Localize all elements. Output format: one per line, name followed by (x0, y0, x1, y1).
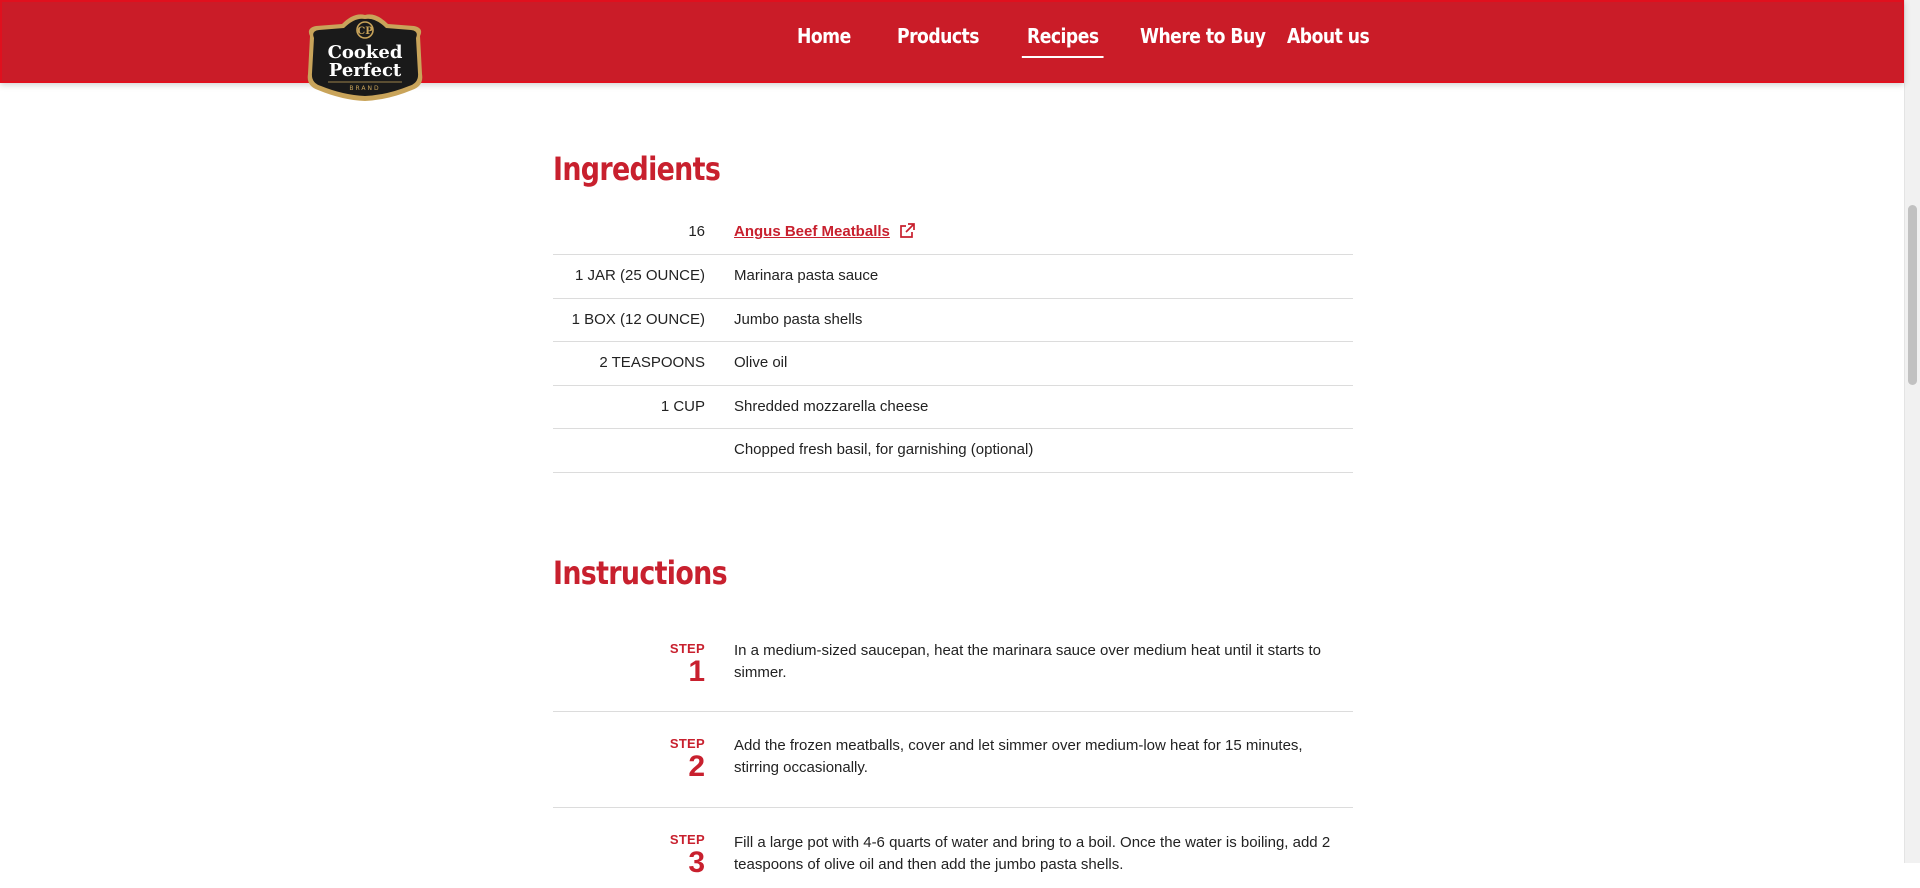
step-text: Add the frozen meatballs, cover and let simmer over medium-low heat for 15 minutes, stirring occasionally. (734, 737, 1303, 776)
ingredient-row (553, 342, 1353, 386)
ingredient-qty: 1 JAR (25 OUNCE) (574, 267, 705, 284)
brand-logo[interactable] (302, 14, 428, 102)
ingredient-row (553, 429, 1353, 473)
logo-text-line3: BRAND (349, 85, 381, 92)
logo-text-line1: Cooked (327, 42, 403, 63)
instructions-title: Instructions (553, 554, 727, 592)
ingredient-row (553, 216, 1353, 255)
logo-badge (302, 14, 428, 102)
ingredient-qty: 1 BOX (12 OUNCE) (571, 311, 705, 328)
step-text: Fill a large pot with 4-6 quarts of water and bring to a boil. Once the water is boiling, add 2 teaspoons of olive oil and then add the jumbo pasta shells. (734, 834, 1331, 873)
step-number: 3 (688, 846, 705, 879)
ingredient-name (734, 223, 915, 242)
step-label: STEP (669, 641, 705, 656)
ingredient-qty: 16 (688, 223, 705, 240)
page-scrollbar[interactable] (1904, 0, 1920, 863)
ingredient-name: Shredded mozzarella cheese (734, 398, 929, 415)
nav-recipes[interactable]: Recipes (1027, 24, 1099, 48)
nav-products[interactable]: Products (897, 24, 979, 48)
instruction-step (553, 808, 1353, 888)
step-number: 1 (688, 655, 705, 688)
external-link-icon[interactable] (900, 223, 915, 242)
svg-text:CP: CP (357, 26, 373, 37)
ingredients-title: Ingredients (553, 150, 721, 188)
nav-about-us[interactable]: About us (1287, 24, 1370, 48)
ingredient-row (553, 386, 1353, 429)
ingredient-row (553, 255, 1353, 299)
ingredient-name: Chopped fresh basil, for garnishing (optional) (734, 441, 1034, 458)
step-label: STEP (669, 736, 705, 751)
ingredient-name: Marinara pasta sauce (734, 267, 879, 284)
ingredient-row (553, 299, 1353, 342)
ingredient-name: Jumbo pasta shells (734, 311, 863, 328)
ingredient-link[interactable]: Angus Beef Meatballs (734, 223, 890, 240)
instruction-step (553, 712, 1353, 808)
ingredient-qty: 1 CUP (660, 398, 705, 415)
step-text: In a medium-sized saucepan, heat the marinara sauce over medium heat until it starts to simmer. (734, 642, 1321, 681)
ingredient-name: Olive oil (734, 354, 788, 371)
nav-where-to-buy[interactable]: Where to Buy (1140, 24, 1266, 48)
nav-home[interactable]: Home (797, 24, 851, 48)
ingredient-qty: 2 TEASPOONS (599, 354, 705, 371)
step-label: STEP (669, 832, 705, 847)
site-header (0, 0, 1904, 83)
scrollbar-thumb[interactable] (1908, 205, 1917, 385)
step-number: 2 (688, 750, 705, 783)
logo-text-line2: Perfect (328, 60, 402, 81)
instruction-step (553, 630, 1353, 712)
